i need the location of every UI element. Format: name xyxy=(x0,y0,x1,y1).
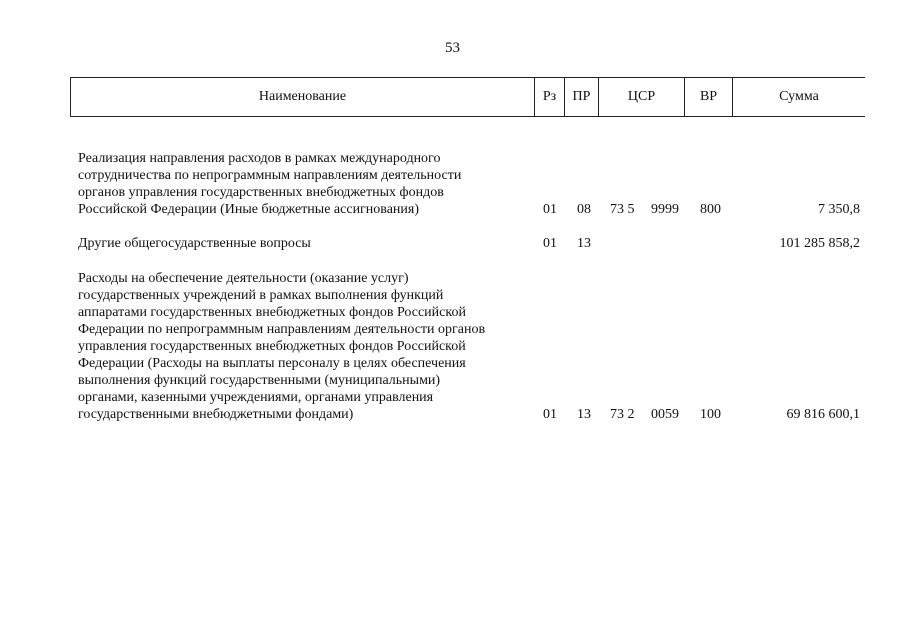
column-header-csr: ЦСР xyxy=(599,78,685,116)
description-line: государственными внебюджетными фондами) xyxy=(78,407,354,422)
column-header-pr: ПР xyxy=(565,78,599,116)
cell-csr-code: 0059 xyxy=(651,407,679,422)
row-description xyxy=(78,270,538,423)
description-line: органами, казенными учреждениями, органами управления xyxy=(78,390,434,405)
description-line: Федерации (Расходы на выплаты персоналу в целях обеспечения xyxy=(78,356,466,371)
description-line: Федерации по непрограммным направлениям деятельности органов xyxy=(78,322,486,337)
column-header-vr: ВР xyxy=(685,78,733,116)
cell-vr: 100 xyxy=(700,407,721,422)
column-header-sum: Сумма xyxy=(779,89,819,104)
cell-vr: 800 xyxy=(700,202,721,217)
cell-rz: 01 xyxy=(543,236,557,251)
cell-sum: 101 285 858,2 xyxy=(779,236,860,251)
page-number: 53 xyxy=(445,40,460,56)
cell-pr: 13 xyxy=(577,236,591,251)
row-description xyxy=(78,150,538,218)
column-header-rz: Рз xyxy=(535,78,565,116)
description-line: управления государственных внебюджетных фондов Российской xyxy=(78,339,466,354)
cell-csr-code: 9999 xyxy=(651,202,679,217)
description-line: сотрудничества по непрограммным направлениям деятельности xyxy=(78,168,462,183)
cell-rz: 01 xyxy=(543,407,557,422)
description-line: Реализация направления расходов в рамках международного xyxy=(78,151,441,166)
description-line: выполнения функций государственными (муниципальными) xyxy=(78,373,441,388)
description-line: аппаратами государственных внебюджетных фондов Российской xyxy=(78,305,466,320)
cell-sum: 7 350,8 xyxy=(818,202,860,217)
cell-csr-prefix: 73 2 xyxy=(610,407,635,422)
description-line: Расходы на обеспечение деятельности (оказание услуг) xyxy=(78,271,409,286)
row-description xyxy=(78,235,538,252)
description-line: государственных учреждений в рамках выполнения функций xyxy=(78,288,444,303)
cell-rz: 01 xyxy=(543,202,557,217)
description-line: Другие общегосударственные вопросы xyxy=(78,236,311,251)
cell-pr: 08 xyxy=(577,202,591,217)
description-line: органов управления государственных внебюджетных фондов xyxy=(78,185,444,200)
cell-pr: 13 xyxy=(577,407,591,422)
cell-csr-prefix: 73 5 xyxy=(610,202,635,217)
table-header xyxy=(70,77,865,117)
column-header-name: Наименование xyxy=(71,78,535,116)
description-line: Российской Федерации (Иные бюджетные ассигнования) xyxy=(78,202,420,217)
cell-sum: 69 816 600,1 xyxy=(786,407,860,422)
